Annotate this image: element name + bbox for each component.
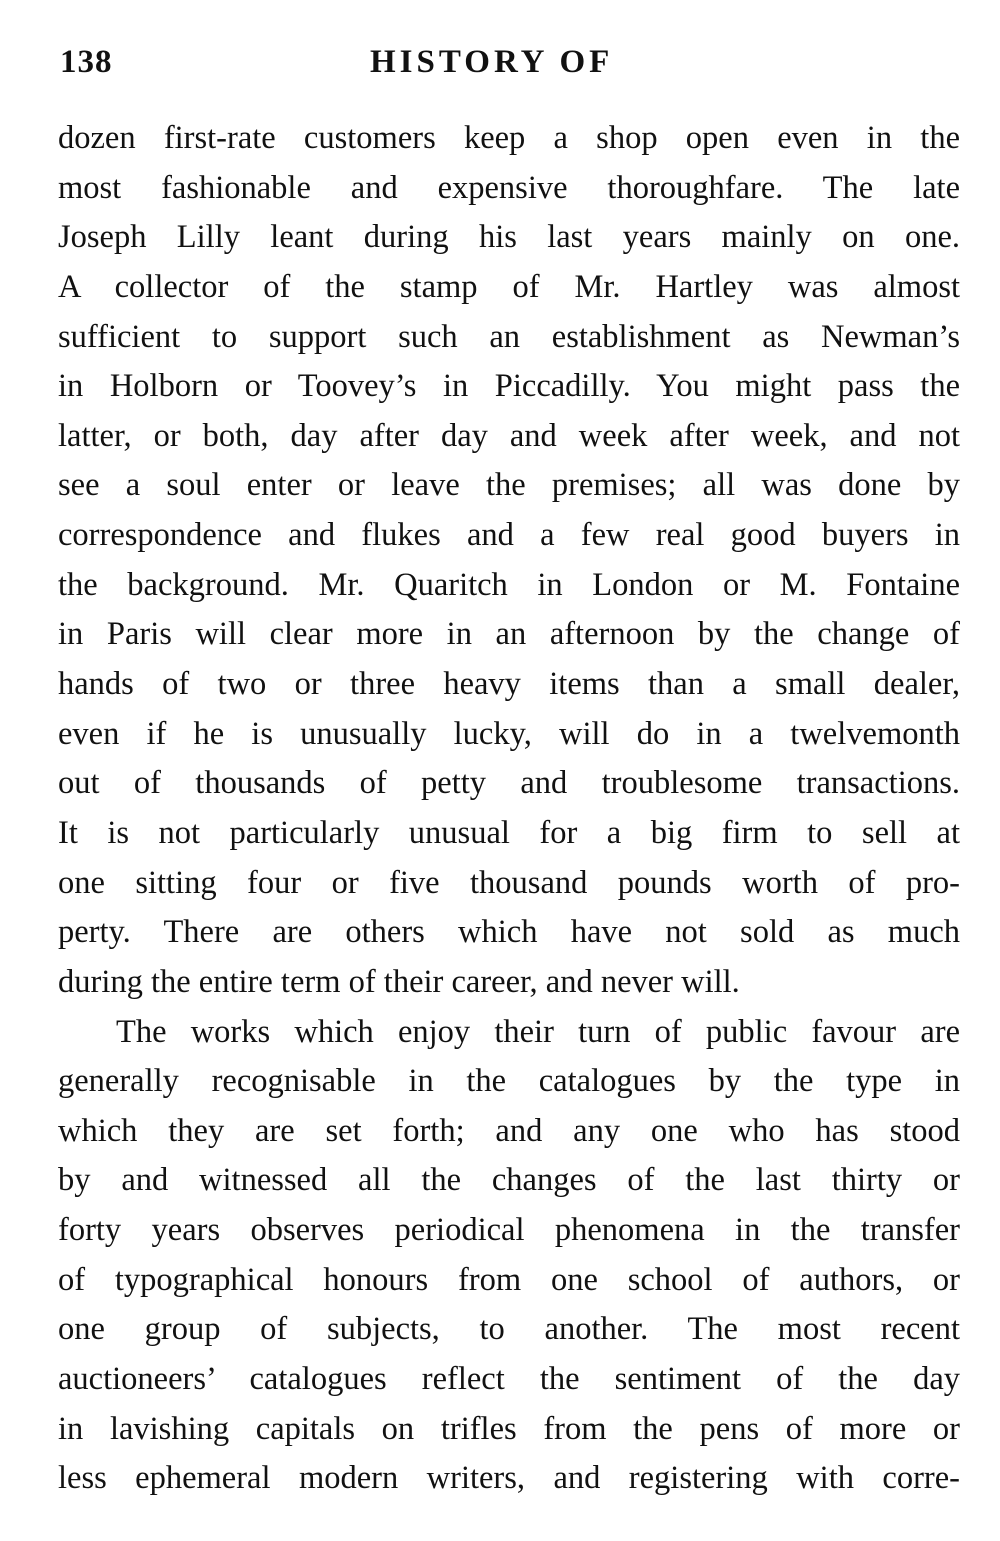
text-line: in lavishing capitals on trifles from the pens of more or: [58, 1410, 960, 1447]
text-line: see a soul enter or leave the premises; all was done by: [58, 467, 960, 504]
text-line: by and witnessed all the changes of the last thirty or: [58, 1162, 960, 1199]
text-line: even if he is unusually lucky, will do in a twelvemonth: [58, 715, 960, 752]
running-head: HISTORY OF: [370, 44, 614, 80]
text-line: correspondence and flukes and a few real good buyers in: [58, 517, 960, 554]
text-line: auctioneers’ catalogues reflect the sentiment of the day: [58, 1361, 960, 1398]
page-number: 138: [60, 44, 113, 80]
text-line: out of thousands of petty and troublesome transactions.: [58, 765, 960, 802]
text-line: generally recognisable in the catalogues by the type in: [58, 1063, 960, 1100]
text-line: one sitting four or five thousand pounds worth of pro-: [58, 864, 960, 901]
text-line: latter, or both, day after day and week after week, and not: [58, 417, 960, 454]
text-line: dozen first-rate customers keep a shop open even in the: [58, 120, 960, 156]
text-line: one group of subjects, to another. The most recent: [58, 1311, 960, 1348]
text-line: the background. Mr. Quaritch in London or M. Fontaine: [58, 566, 960, 603]
body-text: [58, 114, 960, 1504]
text-line: in Paris will clear more in an afternoon by the change of: [58, 616, 960, 653]
paragraph-1: [58, 114, 960, 1008]
text-line: sufficient to support such an establishment as Newman’s: [58, 318, 960, 355]
text-line: in Holborn or Toovey’s in Piccadilly. You might pass the: [58, 368, 960, 405]
text-line: Joseph Lilly leant during his last years mainly on one.: [58, 219, 960, 256]
text-line: of typographical honours from one school of authors, or: [58, 1261, 960, 1298]
text-line: hands of two or three heavy items than a small dealer,: [58, 666, 960, 703]
text-line: during the entire term of their career, and never will.: [58, 963, 740, 1000]
text-line: It is not particularly unusual for a big firm to sell at: [58, 814, 960, 851]
text-line: which they are set forth; and any one who has stood: [58, 1112, 960, 1149]
text-line: The works which enjoy their turn of public favour are: [116, 1013, 960, 1050]
text-line: most fashionable and expensive thoroughfare. The late: [58, 169, 960, 206]
text-line: A collector of the stamp of Mr. Hartley was almost: [58, 268, 960, 305]
text-line: perty. There are others which have not sold as much: [58, 914, 960, 951]
text-line: forty years observes periodical phenomena in the transfer: [58, 1212, 960, 1249]
text-line: less ephemeral modern writers, and registering with corre-: [58, 1460, 960, 1497]
paragraph-2: [58, 1008, 960, 1504]
page-header: [60, 44, 960, 94]
